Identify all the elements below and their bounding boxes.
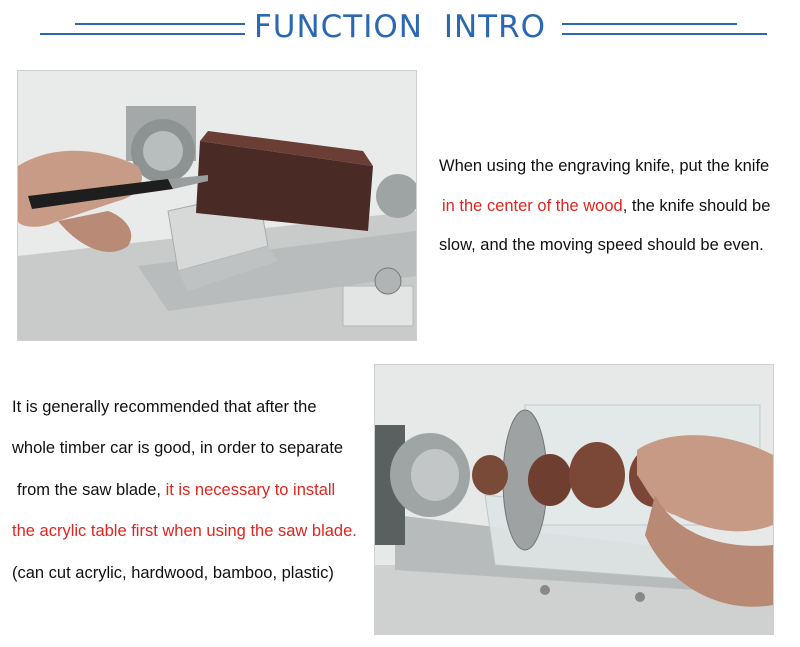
section2-highlight-a: it is necessary to install (165, 481, 336, 499)
section1-line2-rest: , the knife should be (622, 197, 771, 215)
section1-highlight: in the center of the wood (442, 197, 623, 215)
section1-line2 (442, 197, 770, 216)
section2-line1: It is generally recommended that after the (12, 398, 317, 416)
section2-line3 (17, 481, 335, 500)
section2-line3-start: from the saw blade, (17, 481, 166, 499)
section2-line5: (can cut acrylic, hardwood, bamboo, plastic) (12, 564, 334, 582)
saw-blade-photo (374, 364, 774, 635)
section1-line1: When using the engraving knife, put the knife (439, 157, 770, 175)
section2-highlight-b: the acrylic table first when using the saw blade. (12, 522, 357, 540)
section1-line3: slow, and the moving speed should be even. (439, 236, 764, 254)
section2-line2: whole timber car is good, in order to separate (12, 439, 344, 457)
section-header (0, 0, 800, 60)
engraving-knife-photo (17, 70, 417, 341)
page-title: FUNCTION INTRO (253, 9, 547, 45)
